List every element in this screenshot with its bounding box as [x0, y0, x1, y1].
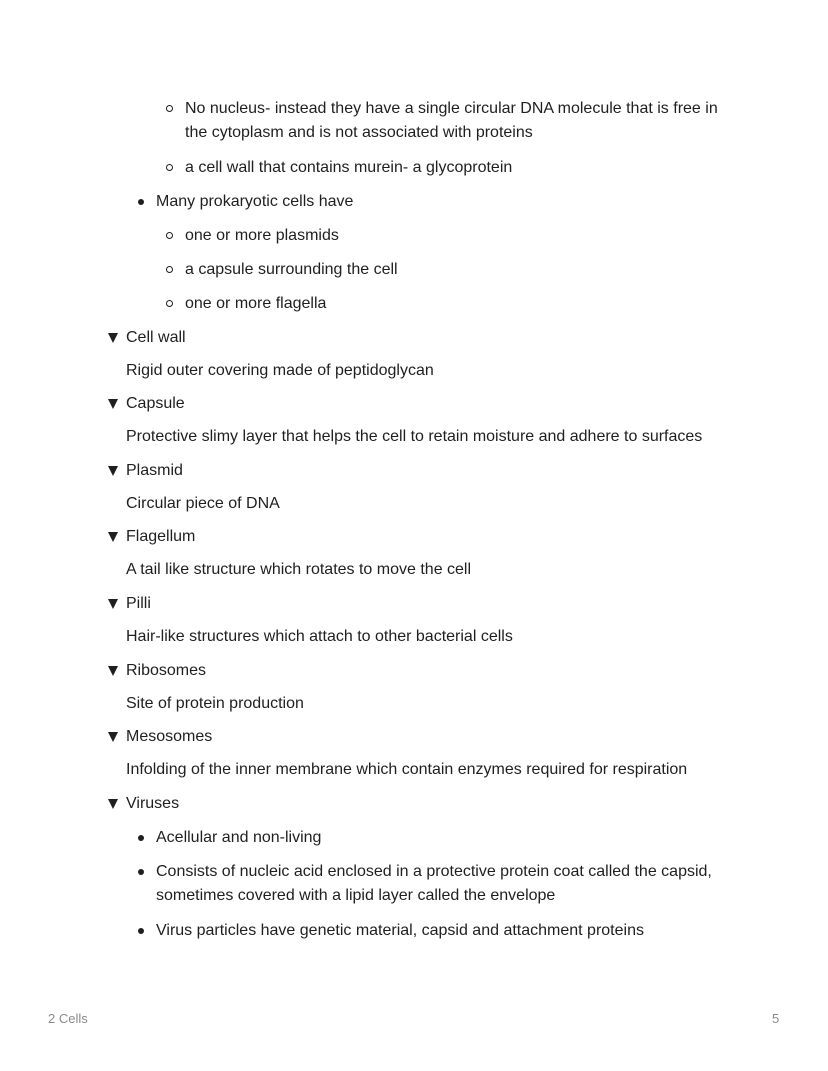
- flagella-item: one or more flagella: [185, 295, 327, 312]
- toggle-heading-pilli[interactable]: Pilli: [126, 595, 151, 612]
- cell-wall-murein-item: a cell wall that contains murein- a glycoprotein: [185, 159, 513, 176]
- toggle-arrow-icon[interactable]: [108, 333, 118, 343]
- toggle-heading-viruses[interactable]: Viruses: [126, 795, 180, 812]
- nucleus-line-2: the cytoplasm and is not associated with proteins: [185, 124, 533, 141]
- toggle-arrow-icon[interactable]: [108, 399, 118, 409]
- capsule-item: a capsule surrounding the cell: [185, 261, 398, 278]
- filled-bullet-icon: [138, 928, 144, 934]
- nucleus-line-1: No nucleus- instead they have a single circular DNA molecule that is free in: [185, 100, 718, 117]
- many-prokaryotic-item: Many prokaryotic cells have: [156, 193, 354, 210]
- toggle-body-plasmid: Circular piece of DNA: [126, 495, 280, 512]
- toggle-body-pilli: Hair-like structures which attach to other bacterial cells: [126, 628, 513, 645]
- toggle-heading-cell-wall[interactable]: Cell wall: [126, 329, 186, 346]
- toggle-arrow-icon[interactable]: [108, 466, 118, 476]
- footer-section-title: 2 Cells: [48, 1011, 88, 1026]
- filled-bullet-icon: [138, 835, 144, 841]
- hollow-bullet-icon: [166, 300, 173, 307]
- toggle-arrow-icon[interactable]: [108, 799, 118, 809]
- filled-bullet-icon: [138, 869, 144, 875]
- toggle-arrow-icon[interactable]: [108, 666, 118, 676]
- plasmids-item: one or more plasmids: [185, 227, 339, 244]
- virus-item-nucleic-acid-line-2: sometimes covered with a lipid layer called the envelope: [156, 887, 556, 904]
- toggle-body-mesosomes: Infolding of the inner membrane which contain enzymes required for respiration: [126, 761, 688, 778]
- toggle-arrow-icon[interactable]: [108, 532, 118, 542]
- virus-item-acellular: Acellular and non-living: [156, 829, 322, 846]
- hollow-bullet-icon: [166, 266, 173, 273]
- toggle-body-flagellum: A tail like structure which rotates to move the cell: [126, 561, 472, 578]
- toggle-body-capsule: Protective slimy layer that helps the cell to retain moisture and adhere to surfaces: [126, 428, 703, 445]
- hollow-bullet-icon: [166, 232, 173, 239]
- filled-bullet-icon: [138, 199, 144, 205]
- virus-item-particles: Virus particles have genetic material, capsid and attachment proteins: [156, 922, 644, 939]
- toggle-heading-ribosomes[interactable]: Ribosomes: [126, 662, 207, 679]
- toggle-heading-mesosomes[interactable]: Mesosomes: [126, 728, 213, 745]
- toggle-heading-plasmid[interactable]: Plasmid: [126, 462, 183, 479]
- toggle-arrow-icon[interactable]: [108, 599, 118, 609]
- toggle-heading-capsule[interactable]: Capsule: [126, 395, 185, 412]
- hollow-bullet-icon: [166, 105, 173, 112]
- toggle-heading-flagellum[interactable]: Flagellum: [126, 528, 196, 545]
- footer-page-number: 5: [772, 1011, 780, 1026]
- toggle-body-cell-wall: Rigid outer covering made of peptidoglycan: [126, 362, 434, 379]
- hollow-bullet-icon: [166, 164, 173, 171]
- toggle-body-ribosomes: Site of protein production: [126, 695, 304, 712]
- virus-item-nucleic-acid-line-1: Consists of nucleic acid enclosed in a protective protein coat called the capsid,: [156, 863, 712, 880]
- toggle-arrow-icon[interactable]: [108, 732, 118, 742]
